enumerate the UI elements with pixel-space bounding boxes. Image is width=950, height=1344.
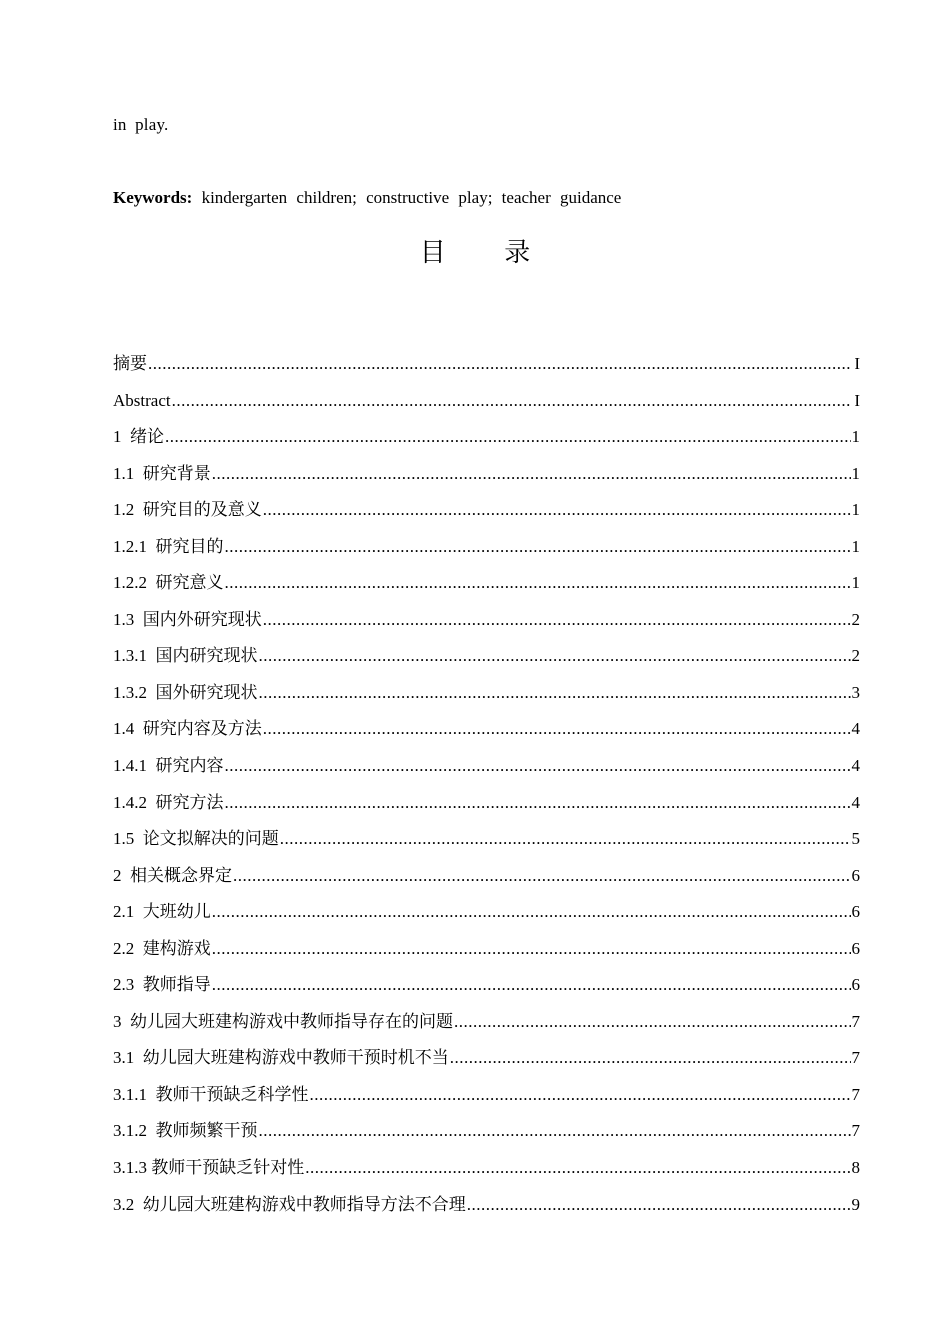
toc-entry-title: 绪论: [130, 427, 164, 447]
toc-entry[interactable]: [113, 1081, 860, 1118]
toc-entry-page-number: I: [854, 390, 860, 410]
toc-entry-number: 1.5: [113, 829, 143, 849]
toc-entry[interactable]: [113, 1044, 860, 1081]
toc-entry-number: 1.4.2: [113, 792, 156, 812]
keywords-label: Keywords:: [113, 188, 193, 207]
toc-entry-title: Abstract: [113, 390, 171, 410]
toc-entry-number: 1.3.2: [113, 682, 156, 702]
toc-entry-page-number: 4: [851, 792, 860, 812]
toc-dot-leader: [165, 423, 851, 451]
toc-entry-title: 研究目的: [155, 536, 224, 556]
toc-entry-page-number: 7: [851, 1084, 860, 1104]
toc-dot-leader: [280, 825, 851, 853]
toc-dot-leader: [450, 1044, 851, 1072]
toc-entry-page-number: 1: [851, 573, 860, 593]
toc-entry-title: 摘要: [113, 354, 147, 373]
toc-entry-number: 2.2: [113, 938, 143, 958]
toc-entry-number: 1.4: [113, 719, 143, 739]
toc-entry-title: 国内研究现状: [155, 646, 258, 666]
toc-entry-number: 1.2: [113, 500, 143, 520]
toc-entry-page-number: 2: [851, 646, 860, 666]
toc-entry-page-number: 1: [851, 427, 860, 447]
toc-entry-number: 3: [113, 1011, 130, 1031]
toc-dot-leader: [305, 1154, 850, 1182]
toc-entry[interactable]: [113, 496, 860, 533]
toc-entry-number: 2.1: [113, 902, 143, 922]
toc-entry[interactable]: [113, 1008, 860, 1045]
toc-dot-leader: [259, 679, 851, 707]
toc-entry[interactable]: [113, 606, 860, 643]
toc-entry-page-number: 6: [851, 938, 860, 958]
toc-entry-number: 3.1.3: [113, 1158, 152, 1178]
toc-entry[interactable]: [113, 350, 860, 387]
toc-entry-title: 教师干预缺乏针对性: [151, 1158, 305, 1178]
toc-entry-title: 研究内容及方法: [142, 719, 262, 739]
toc-entry-title: 教师干预缺乏科学性: [155, 1084, 309, 1104]
toc-dot-leader: [225, 533, 851, 561]
toc-entry[interactable]: [113, 642, 860, 679]
toc-entry[interactable]: [113, 971, 860, 1008]
toc-entry[interactable]: [113, 825, 860, 862]
toc-entry[interactable]: [113, 533, 860, 570]
toc-entry-number: 3.1: [113, 1048, 143, 1068]
toc-entry-title: 研究意义: [155, 573, 224, 593]
toc-entry[interactable]: [113, 935, 860, 972]
toc-dot-leader: [263, 715, 851, 743]
toc-entry-title: 幼儿园大班建构游戏中教师干预时机不当: [142, 1048, 449, 1068]
toc-entry-page-number: 9: [851, 1194, 860, 1214]
toc-entry-page-number: 5: [851, 829, 860, 849]
toc-entry-number: 1.2.1: [113, 536, 156, 556]
toc-entry-page-number: 1: [851, 463, 860, 483]
toc-entry-title: 国外研究现状: [155, 682, 258, 702]
toc-entry-page-number: 1: [851, 500, 860, 520]
toc-entry-page-number: 4: [851, 756, 860, 776]
toc-entry[interactable]: [113, 715, 860, 752]
toc-entry-title: 研究背景: [142, 463, 211, 483]
toc-dot-leader: [467, 1191, 851, 1219]
toc-dot-leader: [263, 496, 851, 524]
toc-entry-title: 幼儿园大班建构游戏中教师指导存在的问题: [130, 1011, 453, 1031]
toc-entry-title: 国内外研究现状: [142, 609, 262, 629]
toc-entry[interactable]: [113, 1154, 860, 1191]
toc-entry-number: 1.3: [113, 609, 143, 629]
toc-dot-leader: [225, 789, 851, 817]
toc-entry-page-number: 8: [851, 1158, 860, 1178]
toc-entry-number: 3.2: [113, 1194, 143, 1214]
toc-entry-title: 研究内容: [155, 756, 224, 776]
toc-entry[interactable]: [113, 569, 860, 606]
toc-dot-leader: [212, 898, 851, 926]
toc-entry-title: 大班幼儿: [142, 902, 211, 922]
toc-entry-page-number: 7: [851, 1048, 860, 1068]
toc-entry-number: 1.2.2: [113, 573, 156, 593]
toc-entry-page-number: 6: [851, 865, 860, 885]
toc-entry[interactable]: [113, 1117, 860, 1154]
toc-entry-title: 论文拟解决的问题: [142, 829, 279, 849]
toc-entry-page-number: 7: [851, 1121, 860, 1141]
toc-entry-number: 1.3.1: [113, 646, 156, 666]
toc-entry-number: 2.3: [113, 975, 143, 995]
toc-entry-number: 2: [113, 865, 130, 885]
toc-dot-leader: [212, 460, 851, 488]
toc-entry[interactable]: [113, 1191, 860, 1228]
toc-entry-title: 幼儿园大班建构游戏中教师指导方法不合理: [142, 1194, 466, 1214]
toc-dot-leader: [212, 971, 851, 999]
toc-entry-page-number: 2: [851, 609, 860, 629]
table-of-contents: [113, 350, 860, 1227]
toc-entry-title: 建构游戏: [142, 938, 211, 958]
toc-entry-title: 教师指导: [142, 975, 211, 995]
toc-entry-number: 1.4.1: [113, 756, 156, 776]
toc-dot-leader: [454, 1008, 851, 1036]
toc-entry[interactable]: [113, 789, 860, 826]
toc-entry-title: 研究目的及意义: [142, 500, 262, 520]
toc-entry-page-number: I: [854, 354, 860, 373]
toc-entry[interactable]: [113, 460, 860, 497]
toc-dot-leader: [225, 752, 851, 780]
toc-entry-number: 1.1: [113, 463, 143, 483]
toc-dot-leader: [310, 1081, 851, 1109]
toc-dot-leader: [172, 387, 851, 415]
toc-entry-page-number: 1: [851, 536, 860, 556]
toc-entry-page-number: 6: [851, 975, 860, 995]
toc-entry-number: 3.1.2: [113, 1121, 156, 1141]
toc-entry-number: 1: [113, 427, 130, 447]
toc-heading: 目 录: [419, 238, 557, 267]
toc-dot-leader: [225, 569, 851, 597]
toc-dot-leader: [212, 935, 851, 963]
toc-entry[interactable]: [113, 423, 860, 460]
toc-entry-page-number: 4: [851, 719, 860, 739]
toc-entry-title: 教师频繁干预: [155, 1121, 258, 1141]
toc-entry[interactable]: [113, 862, 860, 899]
toc-dot-leader: [263, 606, 851, 634]
toc-entry-page-number: 3: [851, 682, 860, 702]
keywords-text: kindergarten children; constructive play; teacher guidance: [201, 188, 622, 207]
toc-entry-page-number: 7: [851, 1011, 860, 1031]
toc-entry[interactable]: [113, 387, 860, 424]
toc-entry-page-number: 6: [851, 902, 860, 922]
toc-dot-leader: [259, 642, 851, 670]
toc-entry[interactable]: [113, 752, 860, 789]
toc-dot-leader: [148, 350, 851, 378]
keywords-line: [113, 188, 621, 208]
toc-entry-number: 3.1.1: [113, 1084, 156, 1104]
abstract-continuation-text: in play.: [113, 115, 169, 134]
toc-entry[interactable]: [113, 898, 860, 935]
toc-dot-leader: [233, 862, 851, 890]
toc-entry-title: 相关概念界定: [130, 865, 232, 885]
toc-entry[interactable]: [113, 679, 860, 716]
toc-dot-leader: [259, 1117, 851, 1145]
toc-entry-title: 研究方法: [155, 792, 224, 812]
